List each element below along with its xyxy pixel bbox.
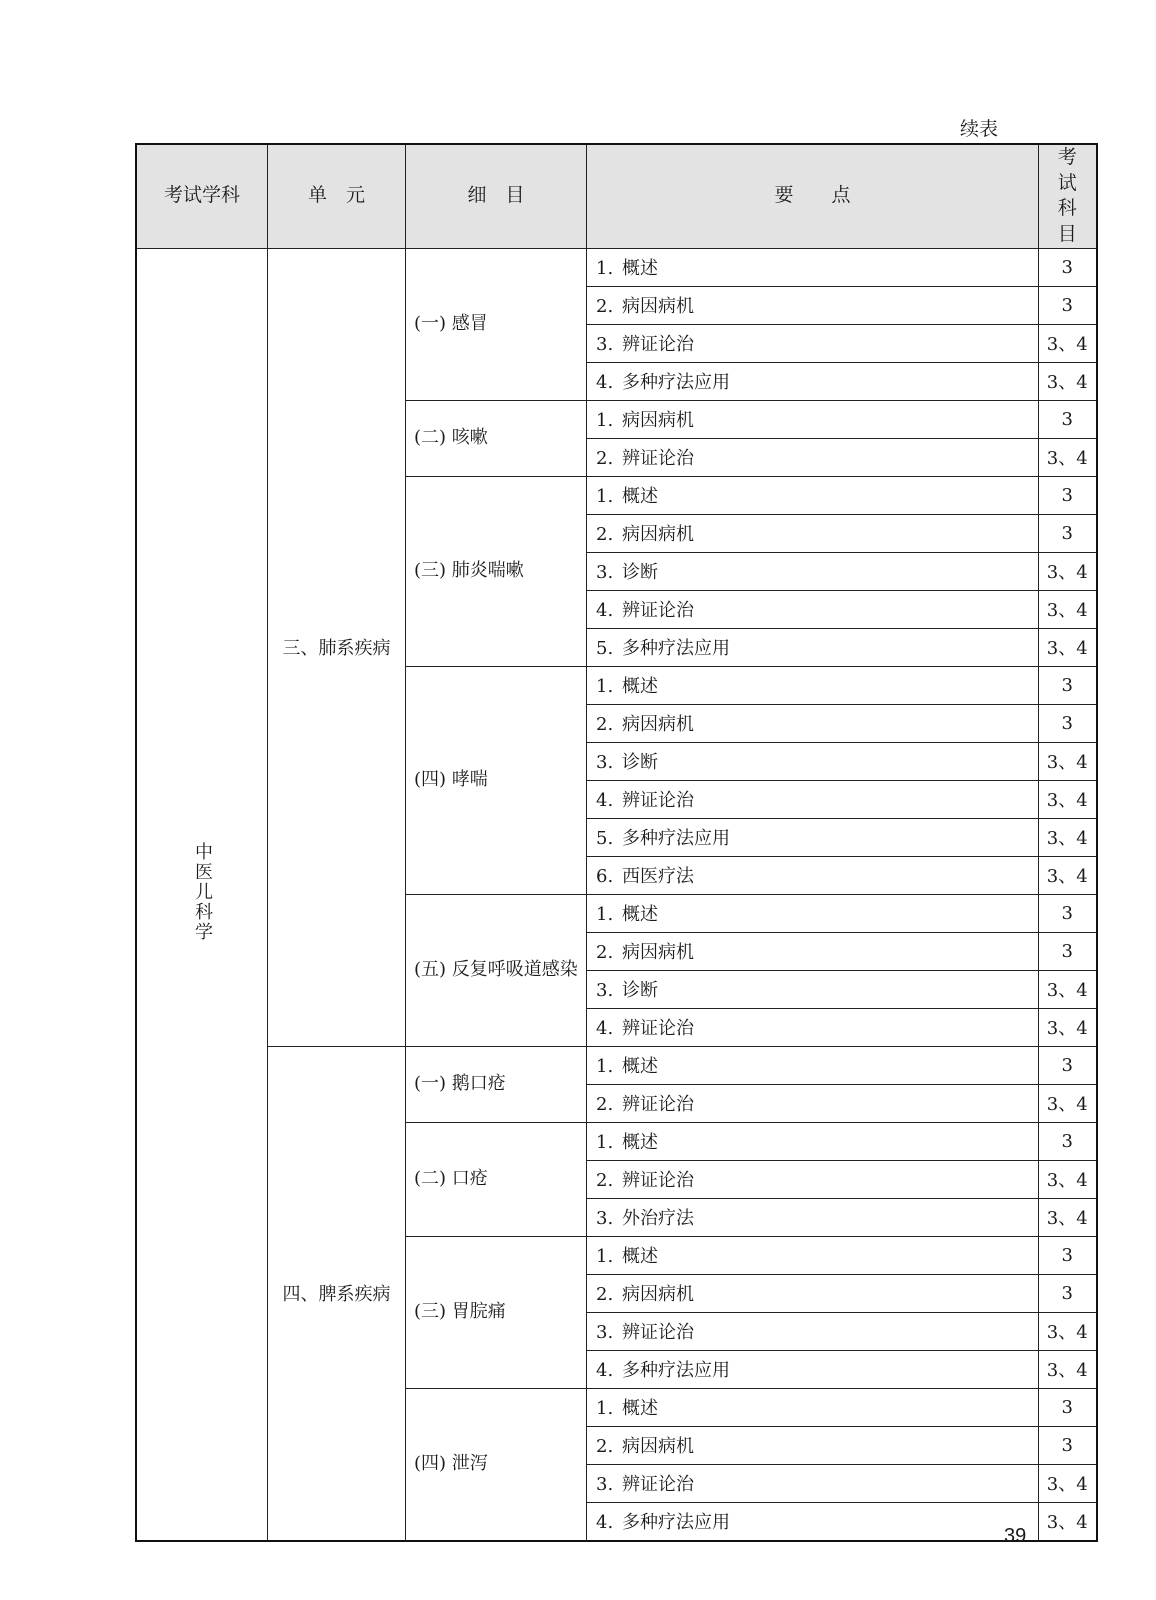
detail-cell: (四) 哮喘 bbox=[406, 666, 587, 894]
point-text: 病因病机 bbox=[622, 1284, 694, 1306]
table-body bbox=[136, 248, 1097, 1541]
point-number: 3. bbox=[596, 980, 614, 1002]
point-number: 3. bbox=[596, 562, 614, 584]
point-number: 4. bbox=[596, 1360, 614, 1382]
unit-cell: 四、脾系疾病 bbox=[268, 1046, 406, 1541]
point-cell bbox=[587, 894, 1039, 932]
unit-cell: 三、肺系疾病 bbox=[268, 248, 406, 1046]
exam-code-cell: 3、4 bbox=[1039, 552, 1097, 590]
point-cell bbox=[587, 1426, 1039, 1464]
point-cell bbox=[587, 1046, 1039, 1084]
point-number: 4. bbox=[596, 1512, 614, 1534]
point-number: 1. bbox=[596, 1056, 614, 1078]
detail-cell: (一) 感冒 bbox=[406, 248, 587, 400]
exam-code-cell: 3、4 bbox=[1039, 780, 1097, 818]
exam-code-cell: 3、4 bbox=[1039, 1198, 1097, 1236]
point-number: 2. bbox=[596, 942, 614, 964]
point-cell bbox=[587, 780, 1039, 818]
point-cell bbox=[587, 400, 1039, 438]
point-number: 2. bbox=[596, 1170, 614, 1192]
exam-code-cell: 3、4 bbox=[1039, 362, 1097, 400]
point-text: 病因病机 bbox=[622, 410, 694, 432]
point-number: 1. bbox=[596, 1132, 614, 1154]
point-cell bbox=[587, 932, 1039, 970]
table-row bbox=[136, 1046, 1097, 1084]
point-cell bbox=[587, 1008, 1039, 1046]
point-text: 概述 bbox=[622, 486, 658, 508]
point-text: 概述 bbox=[622, 258, 658, 280]
exam-code-cell: 3 bbox=[1039, 666, 1097, 704]
point-cell bbox=[587, 1274, 1039, 1312]
point-text: 多种疗法应用 bbox=[622, 1512, 730, 1534]
exam-code-cell: 3 bbox=[1039, 1046, 1097, 1084]
point-text: 辨证论治 bbox=[622, 448, 694, 470]
point-number: 2. bbox=[596, 296, 614, 318]
exam-code-cell: 3 bbox=[1039, 400, 1097, 438]
exam-code-cell: 3 bbox=[1039, 1388, 1097, 1426]
detail-cell: (三) 肺炎喘嗽 bbox=[406, 476, 587, 666]
point-number: 1. bbox=[596, 676, 614, 698]
point-text: 概述 bbox=[622, 904, 658, 926]
detail-cell: (五) 反复呼吸道感染 bbox=[406, 894, 587, 1046]
table-row bbox=[136, 248, 1097, 286]
point-number: 2. bbox=[596, 448, 614, 470]
point-cell bbox=[587, 1122, 1039, 1160]
exam-code-cell: 3 bbox=[1039, 1274, 1097, 1312]
point-number: 5. bbox=[596, 638, 614, 660]
point-cell bbox=[587, 742, 1039, 780]
point-number: 1. bbox=[596, 1398, 614, 1420]
point-cell bbox=[587, 856, 1039, 894]
point-number: 1. bbox=[596, 410, 614, 432]
point-text: 病因病机 bbox=[622, 1436, 694, 1458]
point-cell bbox=[587, 1084, 1039, 1122]
point-number: 3. bbox=[596, 1322, 614, 1344]
exam-code-cell: 3、4 bbox=[1039, 590, 1097, 628]
point-cell bbox=[587, 362, 1039, 400]
point-number: 1. bbox=[596, 904, 614, 926]
point-cell bbox=[587, 628, 1039, 666]
point-number: 2. bbox=[596, 524, 614, 546]
exam-code-cell: 3、4 bbox=[1039, 1008, 1097, 1046]
exam-code-cell: 3、4 bbox=[1039, 742, 1097, 780]
point-text: 辨证论治 bbox=[622, 790, 694, 812]
point-text: 多种疗法应用 bbox=[622, 1360, 730, 1382]
point-number: 3. bbox=[596, 752, 614, 774]
point-text: 辨证论治 bbox=[622, 1322, 694, 1344]
point-number: 2. bbox=[596, 1094, 614, 1116]
point-number: 1. bbox=[596, 258, 614, 280]
exam-code-cell: 3、4 bbox=[1039, 1160, 1097, 1198]
detail-cell: (二) 咳嗽 bbox=[406, 400, 587, 476]
point-text: 病因病机 bbox=[622, 524, 694, 546]
point-text: 概述 bbox=[622, 1398, 658, 1420]
point-cell bbox=[587, 666, 1039, 704]
point-text: 概述 bbox=[622, 1246, 658, 1268]
point-text: 病因病机 bbox=[622, 942, 694, 964]
point-text: 概述 bbox=[622, 1056, 658, 1078]
header-code: 考试科目 bbox=[1039, 144, 1097, 248]
point-cell bbox=[587, 590, 1039, 628]
point-cell bbox=[587, 514, 1039, 552]
detail-cell: (一) 鹅口疮 bbox=[406, 1046, 587, 1122]
point-cell bbox=[587, 476, 1039, 514]
point-number: 1. bbox=[596, 1246, 614, 1268]
point-number: 4. bbox=[596, 1018, 614, 1040]
exam-code-cell: 3、4 bbox=[1039, 628, 1097, 666]
exam-code-cell: 3、4 bbox=[1039, 1084, 1097, 1122]
point-number: 3. bbox=[596, 1208, 614, 1230]
point-number: 2. bbox=[596, 714, 614, 736]
exam-code-cell: 3、4 bbox=[1039, 856, 1097, 894]
subject-label: 中医儿科学 bbox=[192, 841, 213, 942]
point-number: 3. bbox=[596, 1474, 614, 1496]
point-number: 4. bbox=[596, 372, 614, 394]
point-text: 概述 bbox=[622, 1132, 658, 1154]
point-cell bbox=[587, 970, 1039, 1008]
page-number: 39 bbox=[1004, 1525, 1027, 1547]
continued-label: 续表 bbox=[960, 118, 999, 140]
exam-code-cell: 3、4 bbox=[1039, 438, 1097, 476]
point-text: 多种疗法应用 bbox=[622, 828, 730, 850]
header-subject: 考试学科 bbox=[136, 144, 268, 248]
point-number: 4. bbox=[596, 600, 614, 622]
point-text: 辨证论治 bbox=[622, 1018, 694, 1040]
header-unit: 单 元 bbox=[268, 144, 406, 248]
point-number: 3. bbox=[596, 334, 614, 356]
subject-cell bbox=[136, 248, 268, 1541]
point-cell bbox=[587, 324, 1039, 362]
table-header-row bbox=[136, 144, 1097, 248]
exam-code-cell: 3、4 bbox=[1039, 1502, 1097, 1541]
point-text: 辨证论治 bbox=[622, 1474, 694, 1496]
point-text: 病因病机 bbox=[622, 296, 694, 318]
header-point: 要 点 bbox=[587, 144, 1039, 248]
point-text: 西医疗法 bbox=[622, 866, 694, 888]
point-number: 5. bbox=[596, 828, 614, 850]
point-cell bbox=[587, 248, 1039, 286]
point-number: 6. bbox=[596, 866, 614, 888]
point-text: 多种疗法应用 bbox=[622, 638, 730, 660]
detail-cell: (四) 泄泻 bbox=[406, 1388, 587, 1541]
point-text: 外治疗法 bbox=[622, 1208, 694, 1230]
point-number: 2. bbox=[596, 1436, 614, 1458]
exam-code-cell: 3、4 bbox=[1039, 818, 1097, 856]
detail-cell: (二) 口疮 bbox=[406, 1122, 587, 1236]
point-cell bbox=[587, 1312, 1039, 1350]
exam-code-cell: 3 bbox=[1039, 704, 1097, 742]
point-cell bbox=[587, 1464, 1039, 1502]
point-text: 诊断 bbox=[622, 752, 658, 774]
exam-code-cell: 3、4 bbox=[1039, 1350, 1097, 1388]
syllabus-table bbox=[135, 143, 1098, 1542]
exam-code-cell: 3 bbox=[1039, 932, 1097, 970]
point-text: 辨证论治 bbox=[622, 1170, 694, 1192]
point-cell bbox=[587, 286, 1039, 324]
point-number: 4. bbox=[596, 790, 614, 812]
point-number: 1. bbox=[596, 486, 614, 508]
point-text: 诊断 bbox=[622, 980, 658, 1002]
point-cell bbox=[587, 818, 1039, 856]
point-cell bbox=[587, 1502, 1039, 1541]
exam-code-cell: 3 bbox=[1039, 1236, 1097, 1274]
point-cell bbox=[587, 704, 1039, 742]
point-cell bbox=[587, 552, 1039, 590]
point-cell bbox=[587, 1160, 1039, 1198]
point-cell bbox=[587, 1236, 1039, 1274]
point-text: 概述 bbox=[622, 676, 658, 698]
point-cell bbox=[587, 438, 1039, 476]
exam-code-cell: 3 bbox=[1039, 1122, 1097, 1160]
exam-code-cell: 3、4 bbox=[1039, 1464, 1097, 1502]
header-detail: 细 目 bbox=[406, 144, 587, 248]
point-text: 辨证论治 bbox=[622, 1094, 694, 1116]
point-cell bbox=[587, 1198, 1039, 1236]
point-text: 病因病机 bbox=[622, 714, 694, 736]
exam-code-cell: 3 bbox=[1039, 894, 1097, 932]
detail-cell: (三) 胃脘痛 bbox=[406, 1236, 587, 1388]
exam-code-cell: 3 bbox=[1039, 476, 1097, 514]
point-cell bbox=[587, 1350, 1039, 1388]
exam-code-cell: 3、4 bbox=[1039, 970, 1097, 1008]
point-text: 辨证论治 bbox=[622, 334, 694, 356]
exam-code-cell: 3 bbox=[1039, 248, 1097, 286]
exam-code-cell: 3 bbox=[1039, 286, 1097, 324]
point-text: 诊断 bbox=[622, 562, 658, 584]
point-cell bbox=[587, 1388, 1039, 1426]
point-text: 辨证论治 bbox=[622, 600, 694, 622]
exam-code-cell: 3 bbox=[1039, 1426, 1097, 1464]
point-text: 多种疗法应用 bbox=[622, 372, 730, 394]
exam-code-cell: 3 bbox=[1039, 514, 1097, 552]
exam-code-cell: 3、4 bbox=[1039, 1312, 1097, 1350]
point-number: 2. bbox=[596, 1284, 614, 1306]
exam-code-cell: 3、4 bbox=[1039, 324, 1097, 362]
